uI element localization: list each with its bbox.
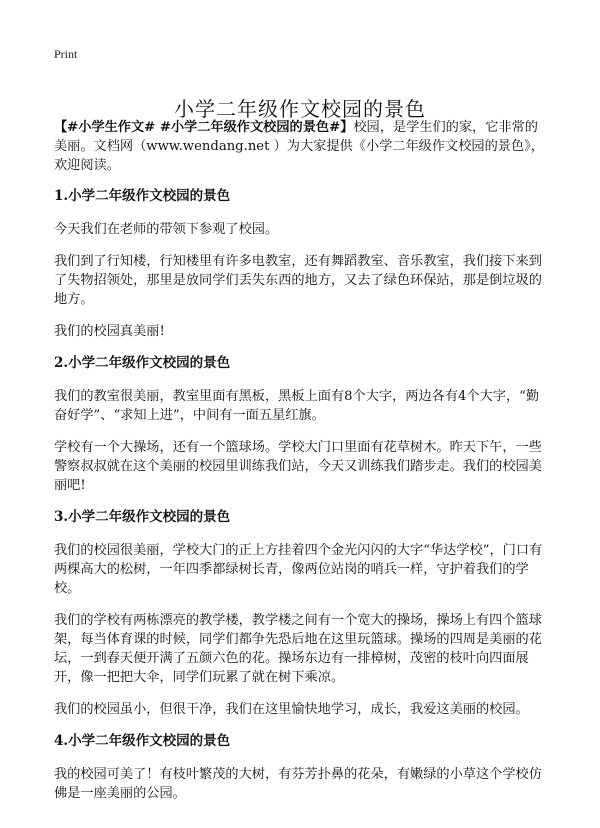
section-paragraph: 我们的校园虽小，但很干净，我们在这里愉快地学习，成长，我爱这美丽的校园。 [54, 702, 529, 717]
section-paragraph: 今天我们在老师的带领下参观了校园。 [54, 222, 279, 237]
essay-section-1 [54, 187, 546, 341]
intro-text: 校园，是学生们的家，它非常的美丽。文档网（www.wendang.net ）为大家提供《小学二年级作文校园的景色》，欢迎阅读。 [54, 120, 544, 173]
section-heading: 1.小学二年级作文校园的景色 [54, 188, 231, 204]
intro-paragraph [54, 118, 546, 175]
essay-section-2 [54, 354, 546, 495]
section-heading: 2.小学二年级作文校园的景色 [54, 355, 231, 371]
section-paragraph: 我的校园可美了！有枝叶繁茂的大树，有芬芳扑鼻的花朵，有嫩绿的小草这个学校仿佛是一座美丽的公园。 [54, 767, 542, 801]
essay-section-4 [54, 732, 546, 803]
section-paragraph: 学校有一个大操场，还有一个篮球场。学校大门口里面有花草树木。昨天下午，一些警察叔叔就在这个美丽的校园里训练我们站，今天又训练我们踏步走。我们的校园美丽吧! [54, 440, 542, 493]
section-heading: 3.小学二年级作文校园的景色 [54, 509, 231, 525]
section-paragraph: 我们的学校有两栋漂亮的教学楼，教学楼之间有一个宽大的操场，操场上有四个篮球架，每当体育课的时候，同学们都争先恐后地在这里玩篮球。操场的四周是美丽的花坛，一到春天便开满了五颜六色的花。操场东边有一排樟树，茂密的枝叶向四面展开，像一把把大伞，同学们玩累了就在树下乘凉。 [54, 613, 542, 685]
section-paragraph: 我们的校园很美丽，学校大门的正上方挂着四个金光闪闪的大字“华达学校”，门口有两棵高大的松树，一年四季都绿树长青，像两位站岗的哨兵一样，守护着我们的学校。 [54, 543, 543, 596]
section-paragraph: 我们到了行知楼，行知楼里有许多电教室，还有舞蹈教室、音乐教室，我们接下来到了失物招领处，那里是放同学们丢失东西的地方，又去了绿色环保站，那是倒垃圾的地方。 [54, 254, 542, 307]
section-paragraph: 我们的校园真美丽! [54, 324, 165, 339]
print-label: Print [54, 47, 78, 61]
document-body [54, 118, 546, 816]
essay-section-3 [54, 508, 546, 719]
section-heading: 4.小学二年级作文校园的景色 [54, 733, 231, 749]
document-title: 小学二年级作文校园的景色 [174, 97, 426, 122]
section-paragraph: 我们的教室很美丽，教室里面有黑板，黑板上面有8个大字，两边各有4个大字，“勤奋好学”、“求知上进”，中间有一面五星红旗。 [54, 389, 540, 423]
intro-tags: 【#小学生作文# #小学二年级作文校园的景色#】 [54, 120, 354, 135]
